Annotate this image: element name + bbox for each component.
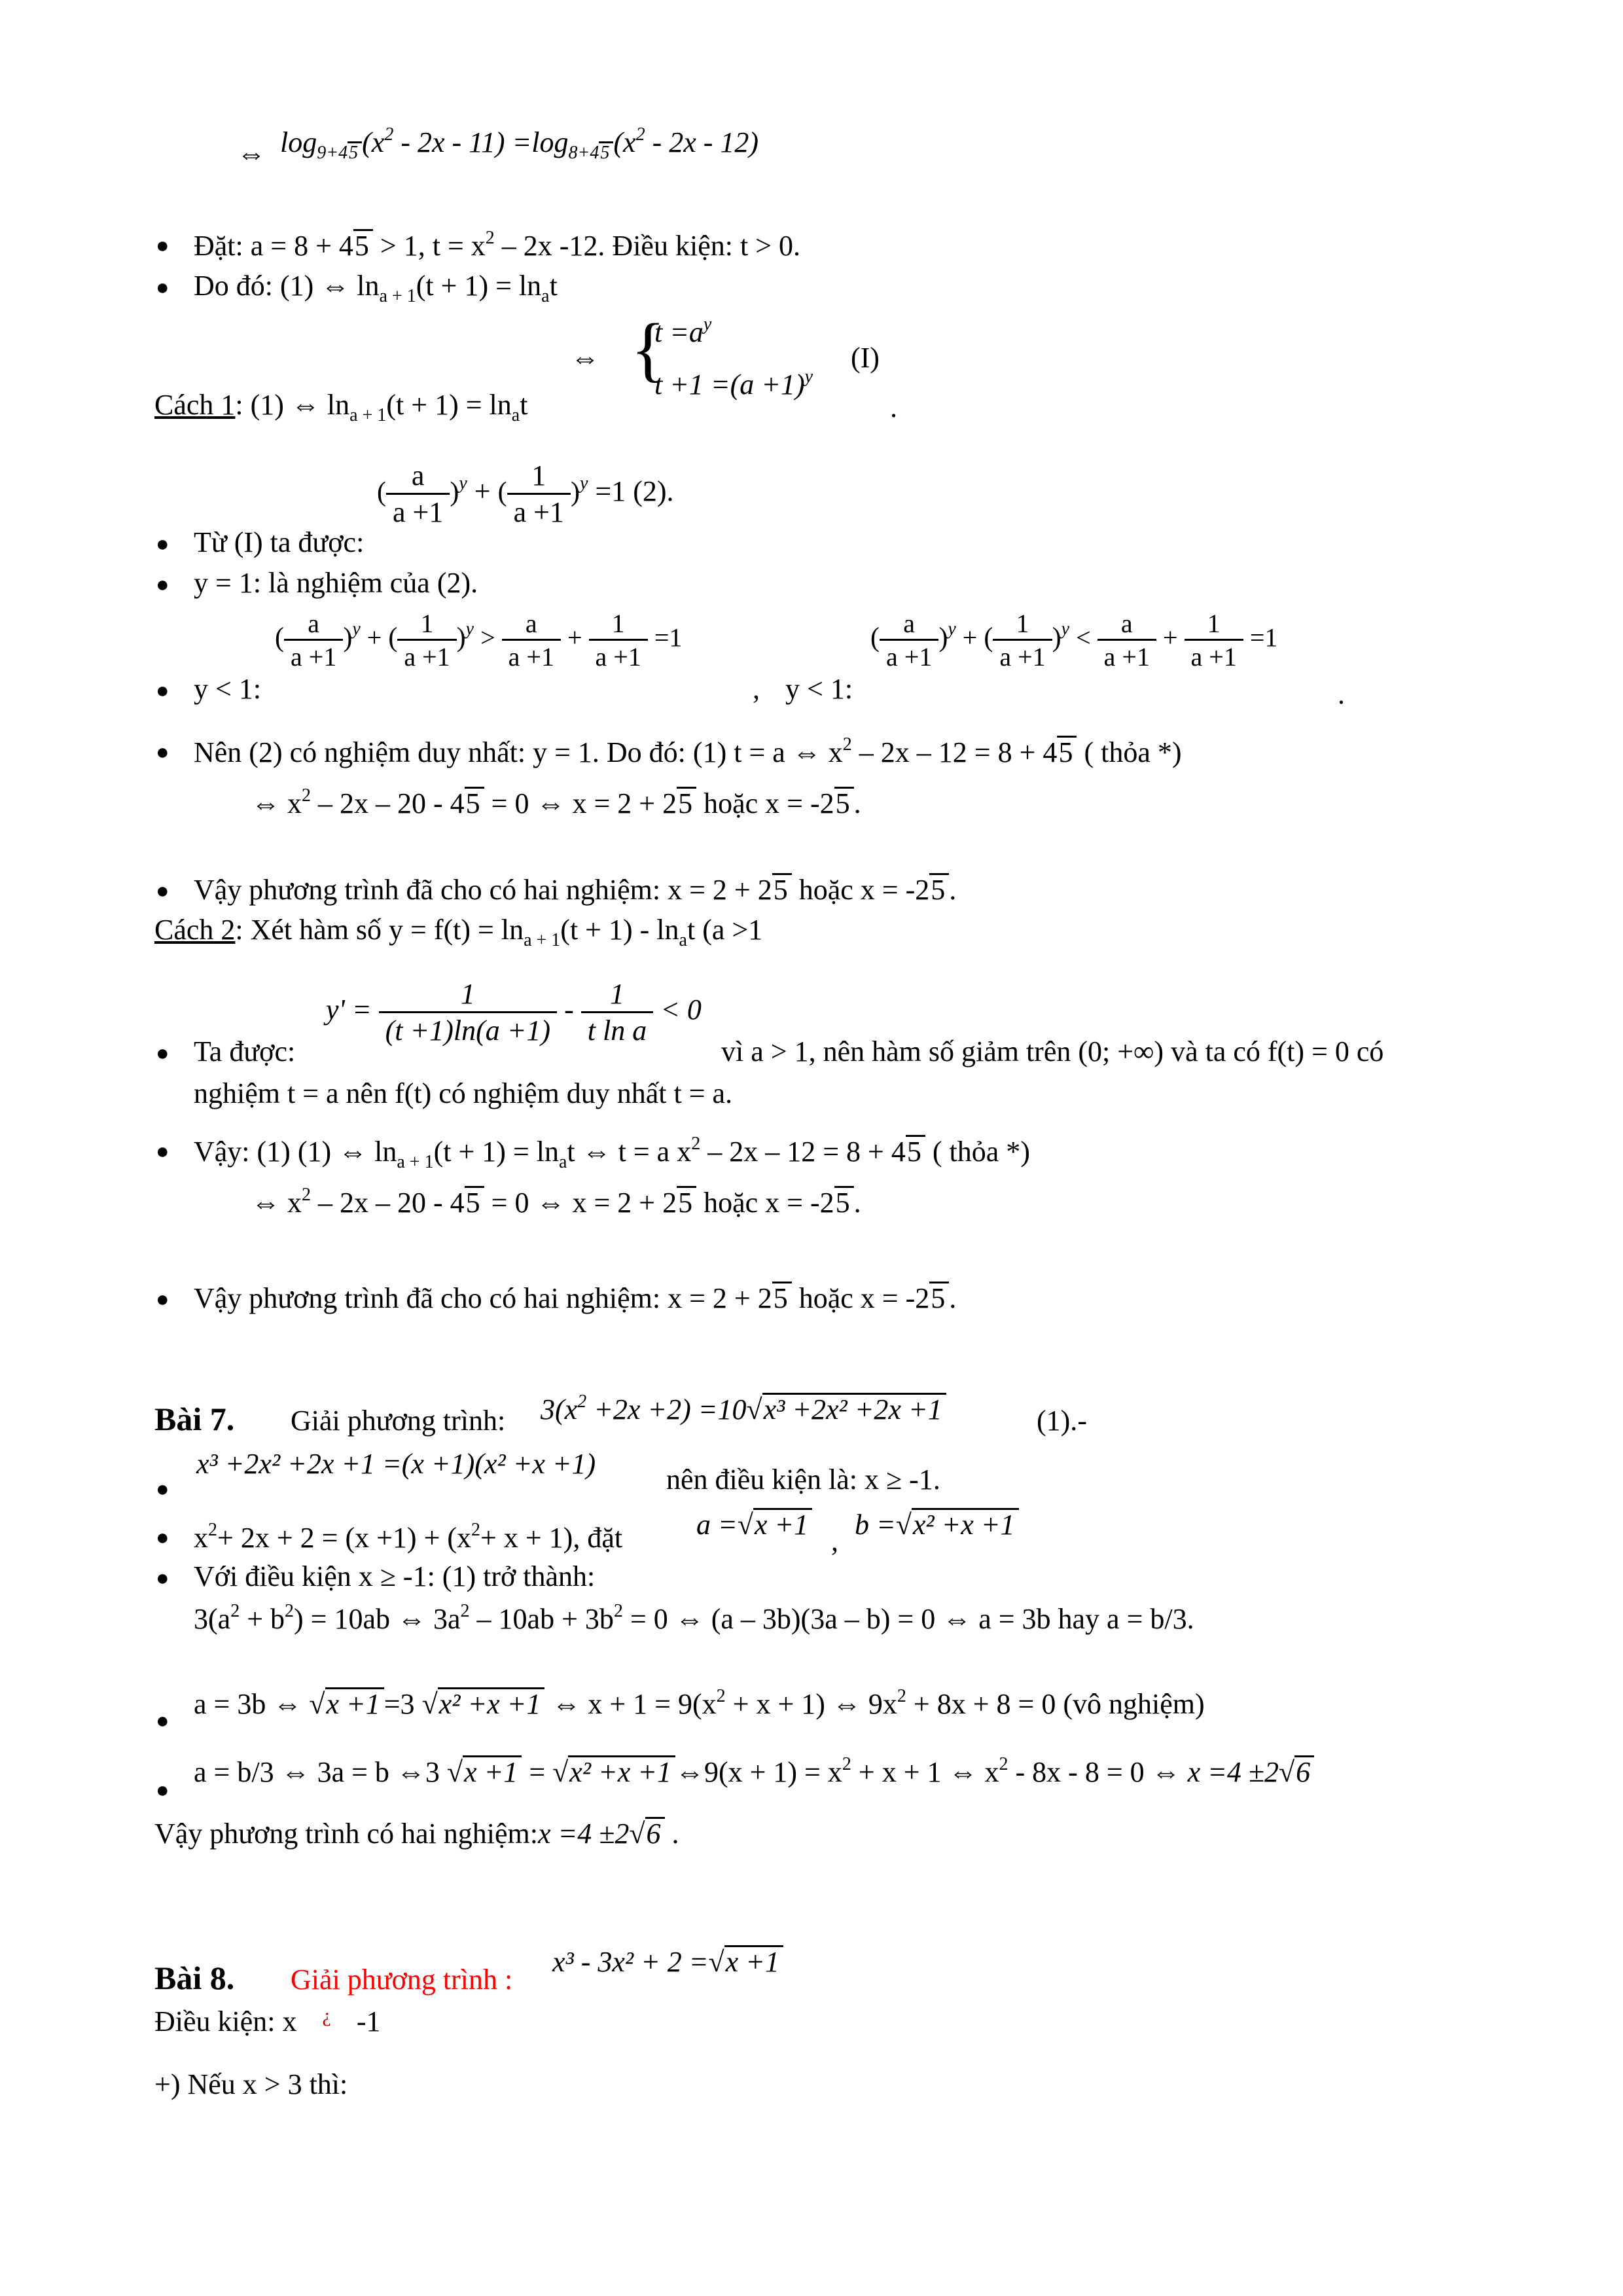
method-2-label: Cách 2	[154, 914, 236, 946]
sup: 2	[897, 1686, 906, 1706]
text: t +1 =(a +1)	[654, 368, 805, 401]
text: : Xét hàm số y = f(t) = ln	[235, 914, 524, 946]
subscript: a + 1	[349, 405, 387, 425]
plus: +	[962, 622, 978, 653]
sup-1: 2	[384, 124, 394, 145]
log-base-1	[317, 143, 362, 163]
text: 3(a	[194, 1603, 231, 1635]
sqrt5: 5	[929, 1282, 949, 1314]
text: – 2x – 20 - 4	[311, 1187, 465, 1219]
numerator: a	[525, 609, 537, 638]
text: + x + 1) ⇔ 9x	[725, 1688, 897, 1720]
text: - 8x - 8 = 0	[1008, 1756, 1145, 1788]
dot: .	[949, 1282, 957, 1314]
exponent: y	[1061, 619, 1070, 639]
exercise-8-task: Giải phương trình :	[291, 1964, 513, 1996]
denominator: a +1	[1097, 639, 1156, 672]
domain-condition: nên điều kiện là: x ≥ -1.	[666, 1463, 940, 1496]
fraction	[397, 609, 456, 672]
text: Vậy: (1) (1) ⇔ ln	[194, 1136, 397, 1168]
plus: +	[474, 475, 491, 508]
system-eq2	[654, 367, 813, 402]
bullet-dot: ●	[156, 532, 169, 556]
solve-line-1	[251, 785, 861, 821]
text: ⇔ x	[251, 787, 302, 819]
sqrt5: 5	[1057, 736, 1077, 768]
comma: ,	[831, 1525, 838, 1557]
with-condition: Với điều kiện x ≥ -1: (1) trở thành:	[194, 1560, 596, 1592]
fraction	[502, 609, 561, 672]
text: – 2x – 20 - 4	[311, 787, 465, 819]
fraction	[284, 609, 343, 672]
arg2-open: (x	[613, 126, 636, 158]
dot: .	[853, 1187, 861, 1219]
substitution-line	[194, 228, 800, 263]
y-equals-1: y = 1: là nghiệm của (2).	[194, 567, 478, 599]
sup: 2	[485, 228, 495, 248]
text: t =a	[654, 316, 704, 348]
from-system: Từ (I) ta được:	[194, 526, 365, 558]
sqrt5: 5	[353, 229, 373, 261]
missing-glyph: ¿	[322, 2005, 331, 2026]
base-2-text: 8+4	[568, 143, 599, 163]
denominator: a +1	[589, 639, 648, 672]
text: 3(x	[541, 1393, 578, 1426]
sup: 2	[285, 1601, 294, 1621]
def-b: b =√x² +x +1	[855, 1508, 1019, 1542]
case-label-2: y < 1:	[785, 673, 853, 705]
sup: 2	[842, 734, 852, 755]
text: : (1) ⇔ ln	[235, 389, 350, 421]
text: – 2x – 12 = 8 + 4	[851, 736, 1058, 768]
text: ( thỏa *)	[1077, 736, 1182, 768]
text: (t + 1) = ln	[433, 1136, 559, 1168]
text: +2x +2) =10	[586, 1393, 747, 1426]
text: (t + 1) = ln	[386, 389, 512, 421]
bullet-dot: ●	[156, 573, 169, 597]
bullet-dot: ●	[156, 1477, 169, 1501]
fraction	[589, 609, 648, 672]
derivative-expression	[326, 978, 702, 1047]
conclusion-7: Vậy phương trình có hai nghiệm:x =4 ±2√6 .	[154, 1818, 679, 1850]
exercise-8-title: Bài 8.	[154, 1960, 235, 1996]
text: > 1, t = x	[372, 230, 486, 262]
condition-8	[154, 2005, 381, 2039]
text: hoặc x = -2	[791, 1282, 930, 1314]
sup: 2	[999, 1754, 1008, 1774]
radicand: 6	[1294, 1755, 1314, 1787]
text: a =	[696, 1509, 738, 1541]
text: a = b/3 ⇔ 3a = b ⇔3	[194, 1756, 440, 1788]
method-1-line	[154, 389, 527, 426]
rhs: < 0	[660, 994, 702, 1026]
subscript: a + 1	[379, 286, 416, 306]
denominator: a +1	[880, 639, 938, 672]
text: = 0 ⇔ x = 2 + 2	[484, 1187, 677, 1219]
sqrt5: 5	[677, 787, 696, 819]
exercise-7-equation: $3(x^2 +2x +2) =10√x^3 +2x^2 +2x +1$	[541, 1391, 946, 1427]
exercise-7-tag	[1037, 1405, 1087, 1438]
sup: 2	[471, 1520, 481, 1540]
sqrt5: 5	[465, 787, 484, 819]
text: + 2x + 2 = (x +1) + (x	[217, 1522, 472, 1554]
text: – 10ab + 3b	[469, 1603, 614, 1635]
rhs: =1 (2).	[595, 475, 674, 508]
subscript: a + 1	[524, 930, 561, 950]
sqrt5: 5	[834, 787, 854, 819]
radicand: x +1	[724, 1945, 783, 1977]
fraction	[1185, 609, 1243, 672]
denominator: a +1	[993, 639, 1052, 672]
bullet-dot: ●	[156, 234, 169, 258]
base-1-text: 9+4	[317, 143, 348, 163]
solution: x =4 ±2	[538, 1818, 630, 1850]
system-eq1	[654, 314, 711, 350]
sup: 2	[577, 1391, 587, 1412]
case-a-3b: a = 3b ⇔ √x +1 =3 √x² +x +1 ⇔ $x + 1 = 9(x^2 + x + 1)$ ⇔ $9x^2 + 8x + 8 = 0$ (vô nghiệm)	[194, 1686, 1205, 1720]
fraction	[993, 609, 1052, 672]
method-1-label: Cách 1	[154, 389, 236, 421]
equals-one: =1	[654, 622, 683, 653]
text: x	[194, 1522, 208, 1554]
tag: (1).	[1037, 1405, 1078, 1437]
radicand: x +1	[753, 1508, 812, 1540]
log-base-2	[568, 143, 613, 163]
sqrt5: 5	[772, 1282, 792, 1314]
system-brace: {	[631, 309, 666, 389]
bullet-dot: ●	[156, 1139, 169, 1164]
text: (t + 1) - ln	[560, 914, 679, 946]
equals-one: =1	[1249, 622, 1278, 653]
sup: 2	[302, 785, 311, 806]
exponent: y	[948, 619, 956, 639]
radicand: x +1	[463, 1755, 522, 1787]
sqrt5: 5	[834, 1186, 854, 1218]
bullet-dot: ●	[156, 879, 169, 903]
numerator: a	[903, 609, 916, 638]
plus: +	[1162, 622, 1178, 653]
denominator: a +1	[502, 639, 561, 672]
bullet-dot: ●	[156, 1287, 169, 1312]
conclusion-1	[194, 873, 956, 907]
bullet-dot: ●	[156, 1526, 169, 1550]
sqrt5: 5	[906, 1135, 925, 1167]
inequality-2: ( $\frac{a}{a +1}$ )$^y$ + ( $\frac{1}{a +1}$ )$^y$ < $\frac{a}{a +1}$ + $\frac{1}{a +1}$ =1	[870, 609, 1278, 672]
text: Điều kiện: x	[154, 2005, 297, 2037]
inequality-1: ( $\frac{a}{a +1}$ )$^y$ + ( $\frac{1}{a +1}$ )$^y$ > $\frac{a}{a +1}$ + $\frac{1}{a +1}$ =1	[275, 609, 683, 672]
therefore-line	[194, 270, 558, 307]
sup: y	[804, 367, 813, 387]
fraction-a	[386, 459, 450, 529]
text: ⇔9(x + 1) = x	[675, 1756, 842, 1788]
sqrt-base-1: 5	[348, 141, 362, 162]
bullet-dot: ●	[156, 1566, 169, 1590]
solve-line-2	[251, 1185, 861, 1220]
text: t	[520, 389, 528, 421]
decreasing-text-2: nghiệm t = a nên f(t) có nghiệm duy nhất t = a.	[194, 1077, 733, 1109]
denominator: a +1	[1185, 639, 1243, 672]
numerator: a	[411, 459, 425, 492]
fraction	[880, 609, 938, 672]
text: ( thỏa *)	[925, 1136, 1030, 1168]
text: Vậy phương trình đã cho có hai nghiệm: x = 2 + 2	[194, 874, 772, 906]
numerator: 1	[1016, 609, 1029, 638]
denominator: a +1	[397, 639, 456, 672]
minus: -	[564, 994, 574, 1026]
exponent: y	[579, 473, 588, 494]
numerator: a	[308, 609, 320, 638]
radicand: x² +x +1	[912, 1508, 1019, 1540]
comma: ,	[753, 673, 760, 705]
exercise-7-title: Bài 7.	[154, 1401, 235, 1437]
bullet-dot: ●	[156, 740, 169, 764]
text: Đặt: a = 8 + 4	[194, 230, 353, 262]
system-tag: (I)	[851, 342, 880, 374]
exercise-7-task: Giải phương trình:	[291, 1405, 506, 1437]
sup: 2	[613, 1601, 623, 1621]
text: ⇔ x + 1 = 9(x	[552, 1688, 717, 1720]
numerator: 1	[531, 459, 546, 492]
text: – 2x -12. Điều kiện: t > 0.	[494, 230, 800, 262]
text: = 0 ⇔ (a – 3b)(3a – b) = 0 ⇔ a = 3b hay a = b/3.	[622, 1603, 1194, 1635]
unique-solution-line	[194, 734, 1182, 770]
exponent: y	[465, 619, 474, 639]
method-2-line	[154, 914, 762, 951]
sqrt5: 5	[929, 873, 949, 905]
dash: -	[1077, 1405, 1087, 1437]
dot: .	[949, 874, 957, 906]
sup: 2	[208, 1520, 217, 1540]
subscript: a	[558, 1152, 567, 1172]
text: a = 3b ⇔	[194, 1688, 302, 1720]
text: (t + 1) = ln	[416, 270, 542, 302]
we-get: Ta được:	[194, 1035, 296, 1067]
text: + 8x + 8 = 0 (vô nghiệm)	[906, 1688, 1205, 1720]
case-a-b3: a = b/3 ⇔ 3a = b ⇔3 √x +1 = √x² +x +1 ⇔9(x + $1) = x^2 + x + 1$ ⇔ $x^2 - 8x - 8 = 0$ ⇔ x =4 ±2√6	[194, 1754, 1314, 1789]
def-a: a =√x +1	[696, 1508, 812, 1542]
equiv-arrow-2: ⇔	[571, 342, 599, 374]
sup: 2	[460, 1601, 470, 1621]
plus: +	[567, 622, 582, 653]
text: t (a >1	[687, 914, 763, 946]
subscript: a	[511, 405, 520, 425]
conclusion-3	[194, 1282, 956, 1316]
system-dot: .	[890, 391, 897, 423]
bullet-dot: ●	[156, 1041, 169, 1066]
lhs: y' =	[326, 994, 372, 1026]
conclusion-2-line	[194, 1134, 1030, 1173]
text: + x + 1), đặt	[480, 1522, 623, 1554]
log-equation	[280, 124, 758, 164]
text: ⇔ x	[251, 1187, 302, 1219]
denominator: t ln a	[581, 1011, 653, 1048]
exercise-8-equation: x³ - 3x² + 2 =√x +1	[552, 1945, 783, 1979]
text: Vậy phương trình có hai nghiệm:	[154, 1818, 539, 1850]
fraction-1	[379, 978, 557, 1047]
fraction-1	[507, 459, 571, 529]
sup: 2	[302, 1185, 311, 1205]
equiv-arrow-1: ⇔	[237, 137, 266, 170]
sup: 2	[842, 1754, 851, 1774]
case-label-1: y < 1:	[194, 673, 262, 705]
text: ⇔	[1151, 1756, 1181, 1788]
text: hoặc x = -2	[696, 787, 834, 819]
numerator: 1	[609, 978, 624, 1010]
dot: .	[1338, 678, 1345, 710]
text: x³ - 3x² + 2 =	[552, 1946, 709, 1978]
text: ) = 10ab ⇔ 3a	[294, 1603, 461, 1635]
denominator: a +1	[284, 639, 343, 672]
text: Vậy phương trình đã cho có hai nghiệm: x = 2 + 2	[194, 1282, 772, 1314]
bullet-dot: ●	[156, 1778, 169, 1803]
radicand: x +1	[325, 1687, 384, 1719]
text: =3	[383, 1688, 415, 1720]
numerator: a	[1120, 609, 1133, 638]
sup: 2	[691, 1134, 701, 1154]
plus: +	[366, 622, 382, 653]
text: + b	[240, 1603, 285, 1635]
bullet-dot: ●	[156, 679, 169, 703]
text: t ⇔ t = a x	[567, 1136, 692, 1168]
sqrt5: 5	[772, 873, 792, 905]
radicand: x² +x +1	[568, 1755, 675, 1787]
text: – 2x – 12 = 8 + 4	[700, 1136, 906, 1168]
sup: y	[703, 314, 712, 334]
numerator: 1	[611, 609, 625, 638]
denominator: (t +1)ln(a +1)	[379, 1011, 557, 1048]
bullet-dot: ●	[156, 1709, 169, 1733]
bullet-dot: ●	[156, 276, 169, 300]
sup-2: 2	[635, 124, 645, 145]
text: Do đó: (1) ⇔ ln	[194, 270, 380, 302]
text: = 0 ⇔ x = 2 + 2	[484, 787, 677, 819]
text: t	[549, 270, 558, 302]
sqrt5: 5	[677, 1186, 696, 1218]
less-than: <	[1076, 622, 1091, 653]
greater-than: >	[480, 622, 495, 653]
denominator: a +1	[507, 493, 571, 529]
arg1-open: (x	[362, 126, 385, 158]
text: b =	[855, 1509, 896, 1541]
sup: 2	[716, 1686, 726, 1706]
text: -1	[356, 2005, 381, 2037]
sup: 2	[230, 1601, 240, 1621]
subscript: a	[541, 286, 550, 306]
fraction	[1097, 609, 1156, 672]
solution: x =4 ±2	[1187, 1756, 1279, 1788]
text: =	[529, 1756, 546, 1788]
dot: .	[671, 1818, 679, 1850]
arg2-rest: - 2x - 12)	[645, 126, 759, 158]
radicand: 6	[645, 1817, 665, 1849]
denominator: a +1	[386, 493, 450, 529]
factorization: x³ +2x² +2x +1 =(x +1)(x² +x +1)	[196, 1448, 596, 1480]
quadratic-ab	[194, 1601, 1194, 1636]
text: hoặc x = -2	[696, 1187, 834, 1219]
exponent: y	[352, 619, 361, 639]
text: hoặc x = -2	[791, 874, 930, 906]
subscript: a	[679, 930, 687, 950]
numerator: 1	[1207, 609, 1221, 638]
radicand: x² +x +1	[438, 1687, 545, 1719]
exponent: y	[459, 473, 467, 494]
decreasing-text: vì a > 1, nên hàm số giảm trên (0; +∞) và ta có f(t) = 0 có	[721, 1035, 1384, 1067]
case-x-gt-3: +) Nếu x > 3 thì:	[154, 2068, 348, 2100]
radicand: x³ +2x² +2x +1	[762, 1393, 946, 1425]
text: + x + 1 ⇔ x	[851, 1756, 999, 1788]
sqrt5: 5	[465, 1186, 484, 1218]
numerator: 1	[460, 978, 475, 1010]
text: Nên (2) có nghiệm duy nhất: y = 1. Do đó: (1) t = a ⇔ x	[194, 736, 843, 768]
fraction-2	[581, 978, 653, 1047]
arg1-rest: - 2x - 11) =log	[393, 126, 569, 158]
log-word: log	[280, 126, 317, 158]
substitution-7	[194, 1520, 622, 1555]
dot: .	[853, 787, 861, 819]
subscript: a + 1	[397, 1152, 434, 1172]
equation-2: ( $\frac{a}{a +1}$ )$^y$ + ( $\frac{1}{a +1}$ )$^y$ =1 (2).	[377, 459, 674, 528]
sqrt-base-2: 5	[599, 141, 613, 162]
numerator: 1	[420, 609, 434, 638]
